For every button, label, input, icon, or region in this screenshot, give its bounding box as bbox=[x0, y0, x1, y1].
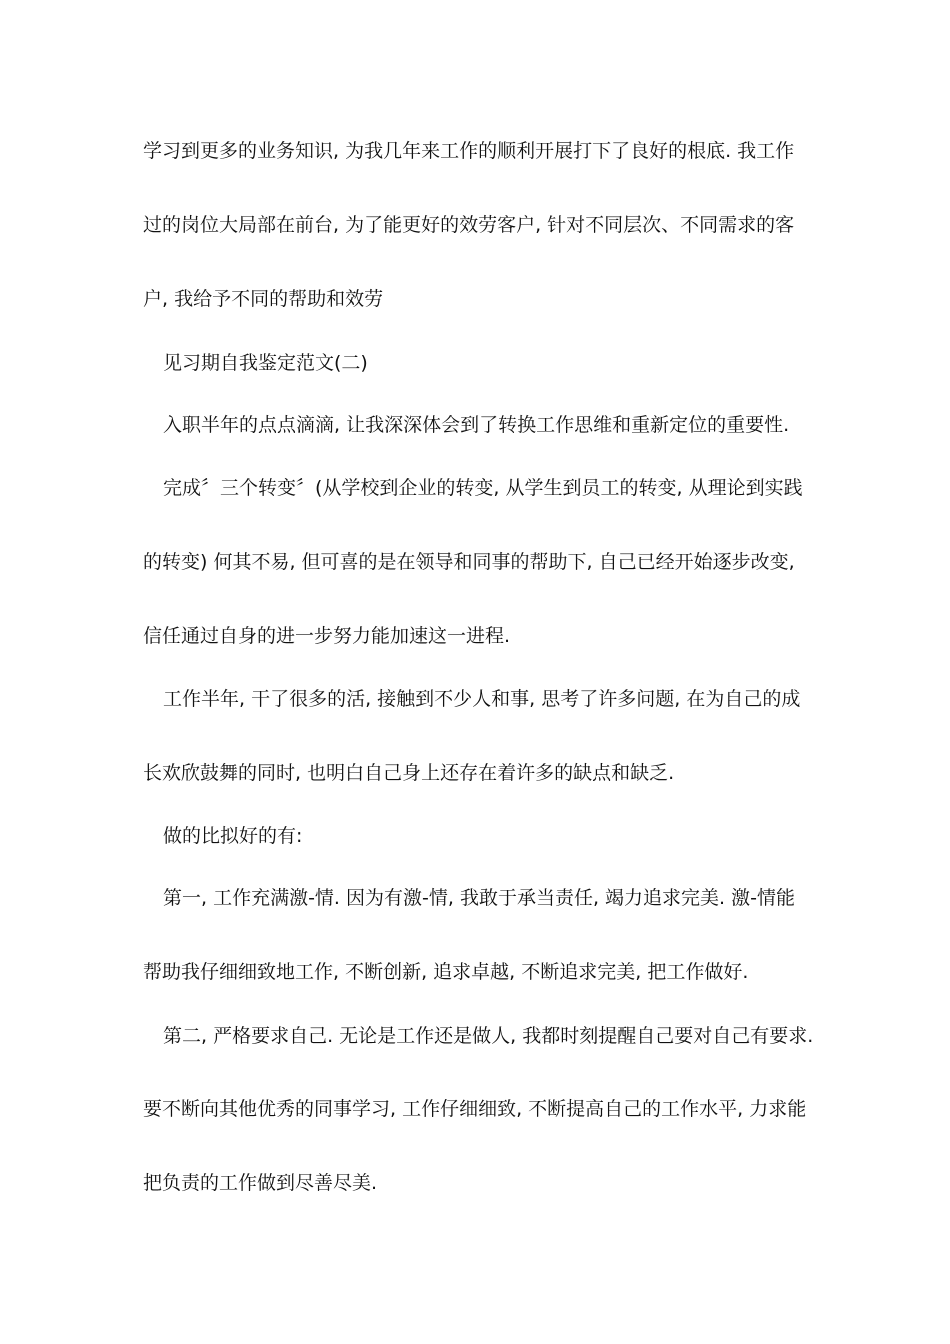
text-line-14: 第二, 严格要求自己. 无论是工作还是做人, 我都时刻提醒自己要对自己有要求. bbox=[163, 1025, 814, 1047]
text-line-6: 完成〞三个转变〞(从学校到企业的转变, 从学生到员工的转变, 从理论到实践 bbox=[163, 477, 803, 499]
text-line-10: 长欢欣鼓舞的同时, 也明白自己身上还存在着许多的缺点和缺乏. bbox=[143, 762, 675, 784]
text-line-15: 要不断向其他优秀的同事学习, 工作仔细细致, 不断提高自己的工作水平, 力求能 bbox=[143, 1098, 807, 1120]
text-line-16: 把负责的工作做到尽善尽美. bbox=[143, 1172, 378, 1194]
text-line-13: 帮助我仔细细致地工作, 不断创新, 追求卓越, 不断追求完美, 把工作做好. bbox=[143, 961, 749, 983]
text-line-9: 工作半年, 干了很多的活, 接触到不少人和事, 思考了许多问题, 在为自己的成 bbox=[163, 688, 801, 710]
text-line-8: 信任通过自身的进一步努力能加速这一进程. bbox=[143, 625, 511, 647]
text-line-11: 做的比拟好的有: bbox=[163, 825, 303, 847]
text-line-3: 户, 我给予不同的帮助和效劳 bbox=[143, 288, 384, 310]
text-line-12: 第一, 工作充满激-情. 因为有激-情, 我敢于承当责任, 竭力追求完美. 激-情能 bbox=[163, 887, 795, 909]
section-heading: 见习期自我鉴定范文(二) bbox=[163, 352, 368, 374]
text-line-7: 的转变) 何其不易, 但可喜的是在领导和同事的帮助下, 自己已经开始逐步改变, bbox=[143, 551, 795, 573]
text-line-5: 入职半年的点点滴滴, 让我深深体会到了转换工作思维和重新定位的重要性. bbox=[163, 414, 790, 436]
text-line-2: 过的岗位大局部在前台, 为了能更好的效劳客户, 针对不同层次、不同需求的客 bbox=[143, 214, 795, 236]
text-line-1: 学习到更多的业务知识, 为我几年来工作的顺利开展打下了良好的根底. 我工作 bbox=[143, 140, 795, 162]
